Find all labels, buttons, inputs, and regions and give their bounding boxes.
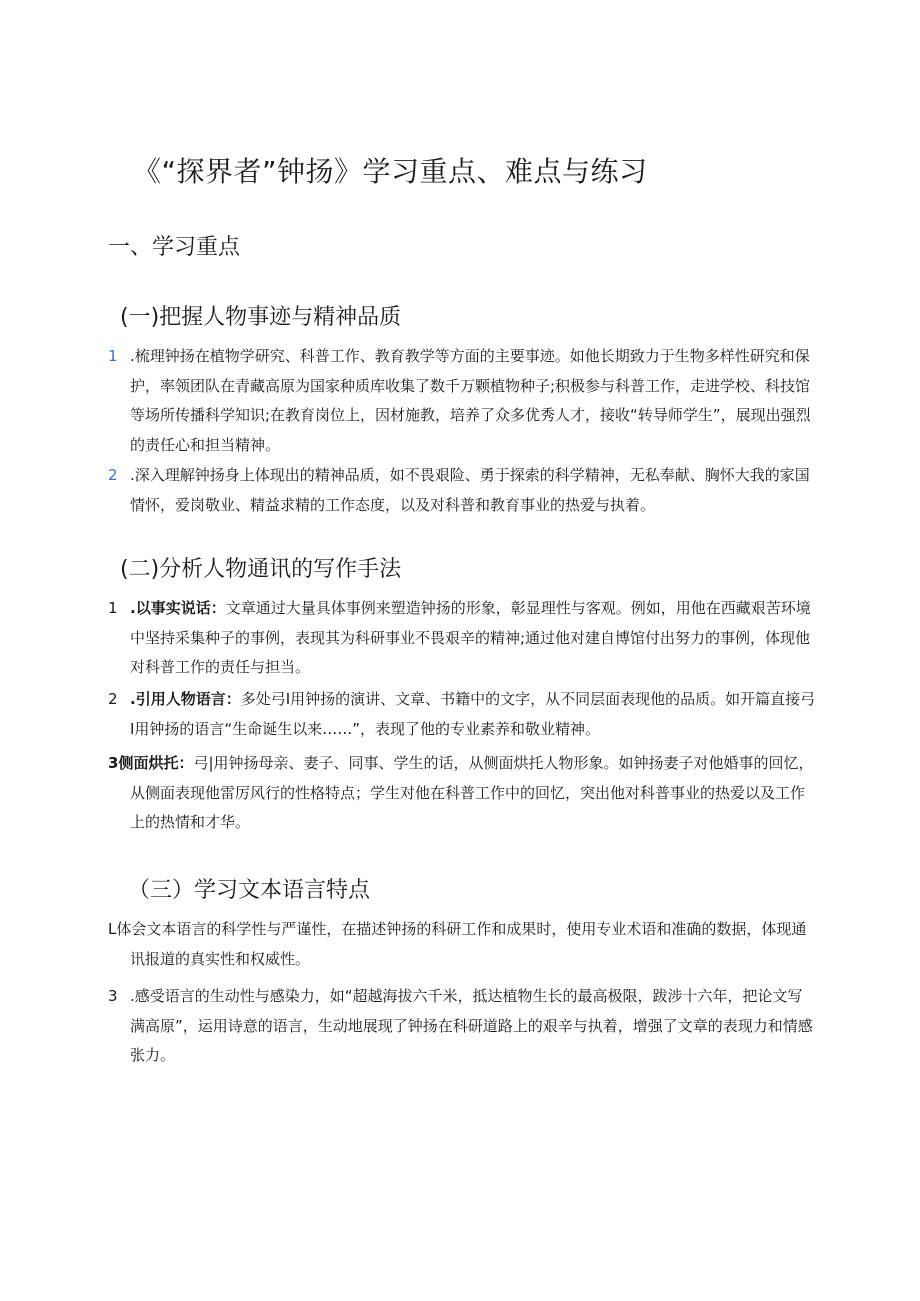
list-item-label: 侧面烘托： (118, 754, 194, 772)
list-item (108, 915, 816, 974)
list-item (108, 749, 816, 838)
list-item-number: 3 (108, 987, 118, 1005)
list-item-label: .以事实说话： (130, 599, 226, 617)
list-item-body: 体会文本语言的科学性与严谨性，在描述钟扬的科研工作和成果时，使用专业术语和准确的数据，体现通讯报道的真实性和权威性。 (116, 920, 807, 968)
list-item-body: 弓|用钟扬母亲、妻子、同事、学生的话，从侧面烘托人物形象。如钟扬妻子对他婚事的回忆，从侧面表现他雷厉风行的性格特点；学生对他在科普工作中的回忆，突出他对科普事业的热爱以及工作上的热情和才华。 (130, 754, 814, 831)
section-heading-study-focus: 一、学习重点 (108, 235, 241, 260)
list-item (108, 461, 816, 520)
list-item-text: .深入理解钟扬身上体现出的精神品质，如不畏艰险、勇于探索的科学精神，无私奉献、胸怀大我的家国情怀，爱岗敬业、精益求精的工作态度，以及对科普和教育事业的热爱与执着。 (130, 466, 810, 514)
list-item-text: .感受语言的生动性与感染力，如“超越海拔六千米，抵达植物生长的最高极限，跋涉十六年，把论文写满高原”，运用诗意的语言，生动地展现了钟扬在科研道路上的艰辛与执着，增强了文章的表现力和情感张力。 (130, 987, 813, 1064)
list-item-text (108, 685, 816, 744)
list-item-number: 2 (108, 466, 118, 484)
subsection-heading-1: (一)把握人物事迹与精神品质 (120, 305, 402, 330)
list-item-body: 文章通过大量具体事例来塑造钟扬的形象，彰显理性与客观。例如，用他在西藏艰苦环境中坚持采集种子的事例，表现其为科研事业不畏艰辛的精神;通过他对建自博馆付出努力的事例，体现他对科普工作的责任与担当。 (130, 599, 811, 676)
list-item (108, 594, 816, 683)
list-item-number: 1 (108, 347, 118, 365)
list-item-number: 3 (108, 754, 119, 772)
list-item-number: 2 (108, 690, 118, 708)
list-item (108, 982, 816, 1071)
list-item (108, 342, 816, 460)
list-item-number: 1 (108, 599, 118, 617)
list-item (108, 685, 816, 744)
list-item-text (108, 594, 816, 683)
list-item-body: 多处弓I用钟扬的演讲、文章、书籍中的文字，从不同层面表现他的品质。如开篇直接弓I用钟扬的语言“生命诞生以来……”，表现了他的专业素养和敬业精神。 (130, 690, 816, 738)
list-item-text: .梳理钟扬在植物学研究、科普工作、教育教学等方面的主要事迹。如他长期致力于生物多样性研究和保护，率领团队在青藏高原为国家种质库收集了数千万颗植物种子;积极参与科普工作，走进学校、科技馆等场所传播科学知识;在教育岗位上，因材施教，培养了众多优秀人才，接收“转导师学生”，展现出强烈的责任心和担当精神。 (130, 347, 811, 454)
subsection-heading-2: (二)分析人物通讯的写作手法 (120, 557, 402, 582)
list-item-text (108, 749, 816, 838)
document-title: 《“探界者”钟扬》学习重点、难点与练习 (133, 155, 648, 188)
list-item-text (108, 915, 816, 974)
subsection-heading-3: （三）学习文本语言特点 (128, 878, 371, 903)
list-item-number: L (108, 920, 117, 938)
list-item-label: .引用人物语言： (130, 690, 241, 708)
